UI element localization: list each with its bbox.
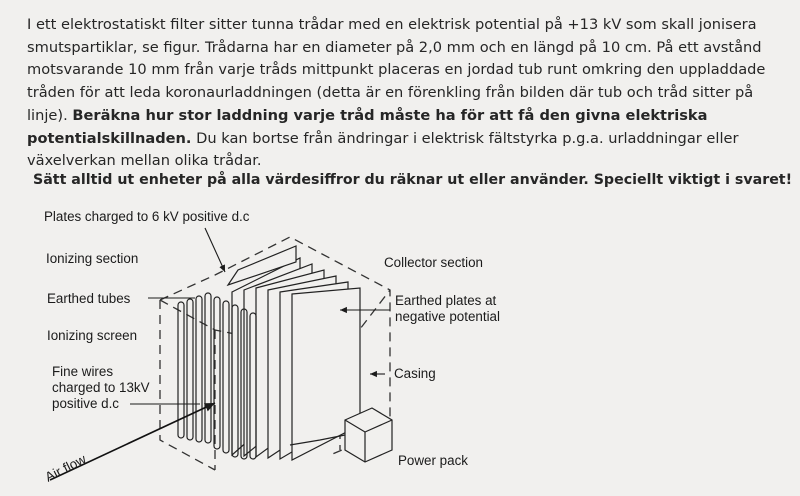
collector-plates <box>228 246 360 460</box>
problem-task-bold: Beräkna hur stor laddning varje tråd måste ha för att få den givna elektriska potentialskillnaden. <box>27 106 708 147</box>
electrostatic-filter-figure <box>0 195 800 496</box>
label-collector-section: Collector section <box>384 255 483 270</box>
label-casing: Casing <box>394 366 436 381</box>
label-air-flow: Air flow <box>42 451 89 485</box>
problem-text-part1: I ett elektrostatiskt filter sitter tunna trådar med en elektrisk potential på +13 kV som skall jonisera smutspartiklar, se figur. Trådarna har en diameter på 2,0 mm och en längd på 10 cm. På ett avstånd motsvarande 10 mm från varje tråds mittpunkt placeras en jordad tub runt omkring den uppladdade tråden för att leda koronaurladdningen (detta är en förenkling från bilden där tub och tråd sitter på linje). <box>27 16 766 124</box>
label-fine-wires-line3: positive d.c <box>52 396 119 411</box>
problem-text-part2: Du kan bortse från ändringar i elektrisk fältstyrka p.g.a. urladdningar eller växelverkan mellan olika trådar. <box>27 129 739 170</box>
label-power-pack: Power pack <box>398 453 468 468</box>
label-plates-charged: Plates charged to 6 kV positive d.c <box>44 209 250 224</box>
problem-text <box>27 14 789 173</box>
unit-instruction: Sätt alltid ut enheter på alla värdesiffror du räknar ut eller använder. Speciellt viktigt i svaret! <box>33 172 793 188</box>
label-fine-wires-line2: charged to 13kV <box>52 380 150 395</box>
label-earthed-tubes: Earthed tubes <box>47 291 131 306</box>
label-earthed-plates-line1: Earthed plates at <box>395 293 497 308</box>
label-fine-wires-line1: Fine wires <box>52 364 114 379</box>
label-ionizing-screen: Ionizing screen <box>47 328 138 343</box>
label-ionizing-section: Ionizing section <box>46 251 139 266</box>
label-earthed-plates-line2: negative potential <box>395 309 500 324</box>
